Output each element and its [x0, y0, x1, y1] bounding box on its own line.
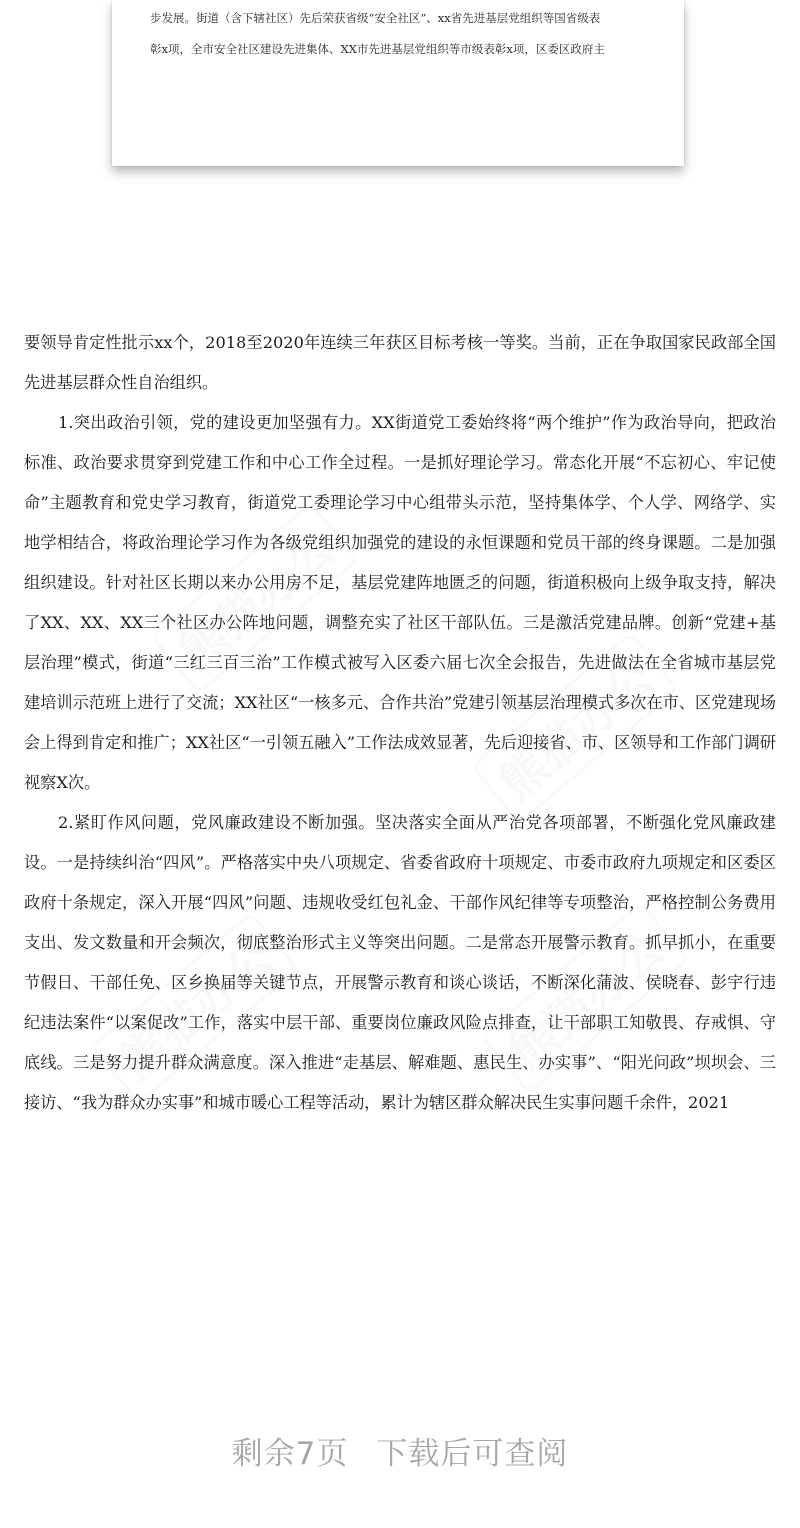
paragraph-continuation: 要领导肯定性批示xx个，2018至2020年连续三年获区目标考核一等奖。当前，正在争取国家民政部全国先进基层群众性自治组织。	[24, 333, 776, 392]
paragraph-political-leadership: 1.突出政治引领，党的建设更加坚强有力。XX街道党工委始终将“两个维护”作为政治导向，把政治标准、政治要求贯穿到党建工作和中心工作全过程。一是抓好理论学习。常态化开展“不忘初心、牢记使命”主题教育和党史学习教育，街道党工委理论学习中心组带头示范，坚持集体学、个人学、网络学、实地学相结合，将政治理论学习作为各级党组织加强党的建设的永恒课题和党员干部的终身课题。二是加强组织建设。针对社区长期以来办公用房不足，基层党建阵地匮乏的问题，街道积极向上级争取支持，解决了XX、XX、XX三个社区办公阵地问题，调整充实了社区干部队伍。三是激活党建品牌。创新“党建+基层治理”模式，街道“三红三百三治”工作模式被写入区委六届七次全会报告，先进做法在全省城市基层党建培训示范班上进行了交流；XX社区“一核多元、合作共治”党建引领基层治理模式多次在市、区党建现场会上得到肯定和推广；XX社区“一引领五融入”工作法成效显著，先后迎接省、市、区领导和工作部门调研视察X次。	[24, 413, 776, 792]
watermark: 熊猫办公	[90, 911, 300, 1104]
download-to-view-text: 下载后可查阅	[376, 1436, 569, 1472]
paragraph-work-style: 2.紧盯作风问题，党风廉政建设不断加强。坚决落实全面从严治党各项部署，不断强化党风廉政建设。一是持续纠治“四风”。严格落实中央八项规定、省委省政府十项规定、市委市政府九项规定和区委区政府十条规定，深入开展“四风”问题、违规收受红包礼金、干部作风纪律等专项整治，严格控制公务费用支出、发文数量和开会频次，彻底整治形式主义等突出问题。二是常态开展警示教育。抓早抓小，在重要节假日、干部任免、区乡换届等关键节点，开展警示教育和谈心谈话，不断深化蒲波、侯晓春、彭宇行违纪违法案件“以案促改”工作，落实中层干部、重要岗位廉政风险点排查，让干部职工知敬畏、存戒惧、守底线。三是努力提升群众满意度。深入推进“走基层、解难题、惠民生、办实事”、“阳光问政”坝坝会、三接访、“我为群众办实事”和城市暖心工程等活动，累计为辖区群众解决民生实事问题千余件，2021	[24, 813, 776, 1112]
preview-line-2: 彰x项，全市安全社区建设先进集体、XX市先进基层党组织等市级表彰x项，区委区政府主	[150, 42, 605, 56]
page-preview-card	[112, 0, 684, 166]
preview-line-1: 步发展。街道（含下辖社区）先后荣获省级“安全社区”、xx省先进基层党组织等国省级表	[150, 11, 601, 25]
watermark: 熊猫办公	[480, 901, 690, 1094]
watermark: 熊猫办公	[470, 631, 680, 824]
remaining-pages-banner[interactable]	[0, 1428, 800, 1473]
remaining-pages-text: 剩余7页	[231, 1436, 349, 1472]
watermark: 熊猫办公	[150, 501, 360, 694]
document-body	[24, 323, 776, 1123]
